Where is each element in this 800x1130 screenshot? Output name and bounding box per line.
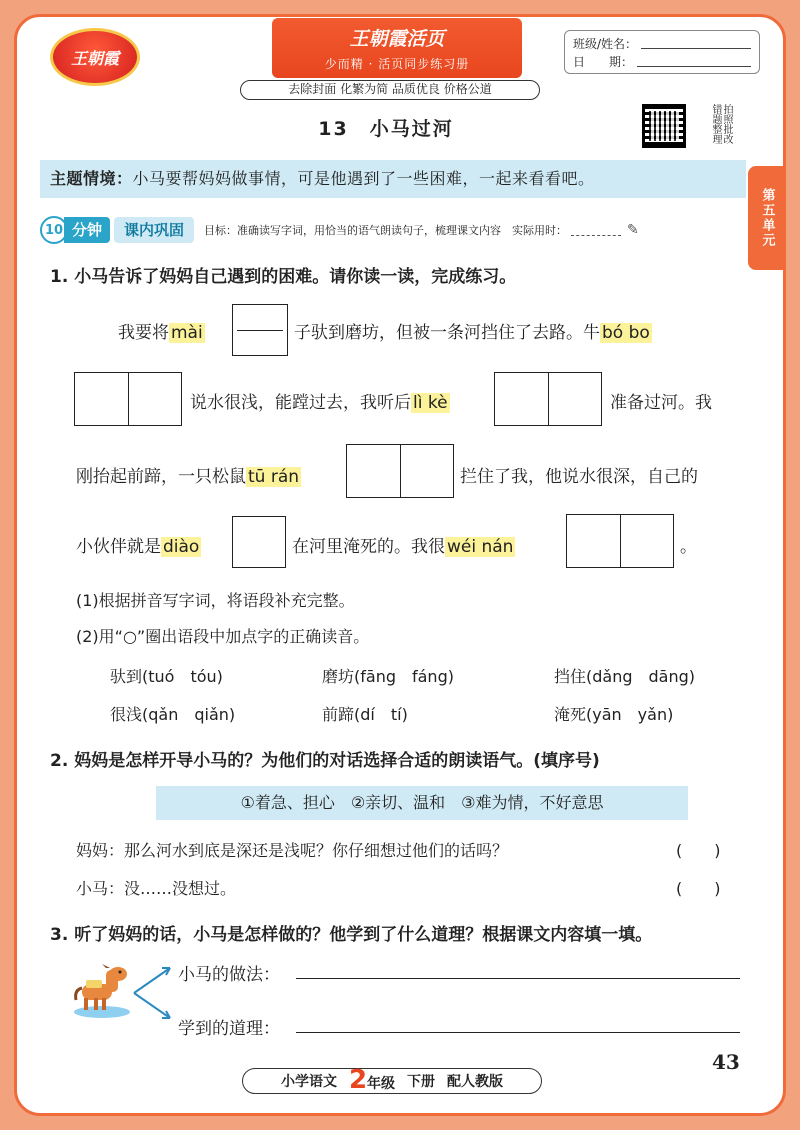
brand-title: 王朝霞活页	[349, 28, 445, 50]
qr-code	[642, 104, 686, 148]
page-number: 43	[712, 1050, 740, 1074]
dialog-mom: 妈妈：那么河水到底是深还是浅呢？你仔细想过他们的话吗？	[76, 841, 509, 860]
answer-box-bobo[interactable]	[74, 372, 182, 426]
lesson-title: 13 小马过河	[318, 118, 454, 140]
publisher-logo: 王朝霞	[50, 28, 140, 86]
passage-line-1b: 子驮到磨坊，但被一条河挡住了去路。牛 bó bo	[294, 323, 650, 343]
scene-label: 主题情境：	[50, 169, 133, 188]
class-name-label: 班级/姓名：	[573, 36, 638, 51]
passage-line-3: 刚抬起前蹄，一只松鼠 tū rán	[76, 467, 300, 487]
passage-line-2: 说水很浅，能蹚过去，我听后 lì kè	[190, 393, 448, 413]
unit-tab: 第五单元	[748, 166, 786, 270]
pinyin-mai: mài	[171, 323, 203, 343]
reading-item[interactable]: 挡住(dǎng dāng)	[554, 667, 696, 686]
passage-line-2b: 准备过河。我	[610, 393, 712, 413]
section-goal: 目标：准确读写字词，用恰当的语气朗读句子，梳理课文内容 实际用时：	[204, 224, 568, 237]
footer-grade: 年级	[367, 1075, 396, 1092]
answer-box-weinan[interactable]	[566, 514, 674, 568]
answer-paren-pony[interactable]: ( )	[676, 879, 721, 898]
pinyin-diao: diào	[163, 537, 200, 557]
pony-action-label: 小马的做法：	[178, 965, 280, 985]
lesson-learned-field[interactable]	[296, 1032, 740, 1033]
date-field[interactable]	[637, 55, 751, 67]
date-label: 日 期：	[573, 54, 634, 69]
question-1-title: 1. 小马告诉了妈妈自己遇到的困难。请你读一读，完成练习。	[50, 267, 517, 287]
lesson-learned-label: 学到的道理：	[178, 1019, 280, 1039]
theme-scene	[40, 160, 746, 198]
question-3-title: 3. 听了妈妈的话，小马是怎样做的？他学到了什么道理？根据课文内容填一填。	[50, 925, 653, 945]
reading-item[interactable]: 很浅(qǎn qiǎn)	[110, 705, 236, 724]
pinyin-like: lì kè	[413, 393, 448, 413]
answer-box-turan[interactable]	[346, 444, 454, 498]
answer-paren-mom[interactable]: ( )	[676, 841, 721, 860]
passage-line-3b: 拦住了我，他说水很深，自己的	[460, 467, 698, 487]
scene-text: 小马要帮妈妈做事情，可是他遇到了一些困难，一起来看看吧。	[132, 169, 595, 188]
footer-term: 下册	[407, 1074, 436, 1090]
qr-label: 拍照批改错题整理	[710, 104, 732, 144]
class-name-field[interactable]	[641, 37, 751, 49]
reading-item[interactable]: 淹死(yān yǎn)	[554, 705, 674, 724]
passage-line-4: 小伙伴就是 diào	[76, 537, 200, 557]
ten-minute-badge: 10	[40, 216, 68, 244]
tone-options: ①着急、担心 ②亲切、温和 ③难为情，不好意思	[156, 786, 688, 820]
question-1-part-1: (1)根据拼音写字词，将语段补充完整。	[76, 591, 355, 610]
answer-box-like[interactable]	[494, 372, 602, 426]
pony-action-field[interactable]	[296, 978, 740, 979]
pinyin-bobo: bó bo	[602, 323, 650, 343]
pinyin-turan: tū rán	[248, 467, 300, 487]
pencil-icon: ✎	[627, 222, 639, 238]
dialog-pony: 小马：没……没想过。	[76, 879, 237, 898]
question-1-part-2: (2)用“○”圈出语段中加点字的正确读音。	[76, 627, 370, 646]
pony-illustration	[72, 962, 134, 1020]
passage-line-1: 我要将 mài	[118, 323, 203, 343]
section-bar	[40, 216, 746, 244]
footer-grade-number: 2	[348, 1064, 368, 1095]
footer-badge	[242, 1064, 542, 1095]
section-name: 课内巩固	[114, 217, 194, 243]
reading-item[interactable]: 驮到(tuó tóu)	[110, 667, 223, 686]
footer-edition: 配人教版	[447, 1074, 504, 1090]
slogan: 去除封面 化繁为简 品质优良 价格公道	[240, 80, 540, 100]
time-used-field[interactable]	[571, 224, 621, 236]
passage-line-4b: 在河里淹死的。我很 wéi nán	[292, 537, 514, 557]
answer-box-mai[interactable]	[232, 304, 288, 356]
reading-item[interactable]: 前蹄(dí tí)	[322, 705, 408, 724]
answer-box-diao[interactable]	[232, 516, 286, 568]
question-2-title: 2. 妈妈是怎样开导小马的？为他们的对话选择合适的朗读语气。(填序号)	[50, 751, 600, 771]
pinyin-weinan: wéi nán	[447, 537, 514, 557]
footer-subject: 小学语文	[280, 1074, 337, 1090]
brand-subtitle: 少而精 · 活页同步练习册	[324, 57, 470, 71]
reading-item[interactable]: 磨坊(fāng fáng)	[322, 667, 454, 686]
passage-line-4c: 。	[680, 537, 697, 557]
brand-banner	[272, 18, 522, 78]
minutes-label: 分钟	[64, 217, 110, 243]
branch-arrows	[130, 958, 176, 1028]
student-info-box	[564, 30, 760, 74]
